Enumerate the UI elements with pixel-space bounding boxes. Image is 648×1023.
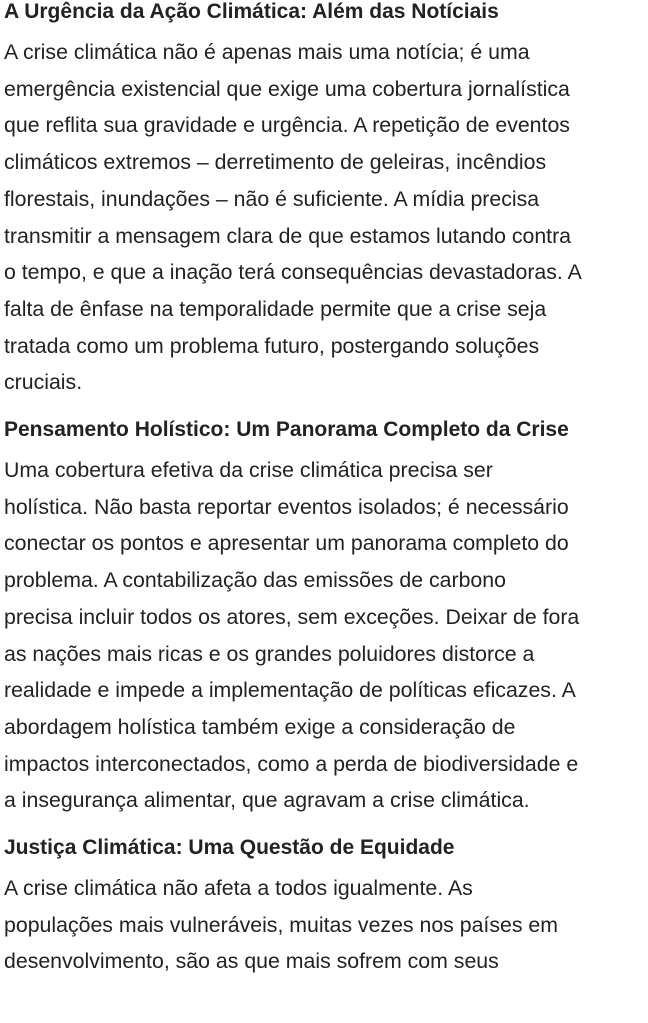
paragraph-line: abordagem holística também exige a consideração de [4, 714, 516, 739]
article-content [4, 0, 648, 980]
paragraph-line: cruciais. [4, 370, 83, 395]
paragraph-line: impactos interconectados, como a perda de biodiversidade e [4, 751, 579, 776]
paragraph-line: a insegurança alimentar, que agravam a crise climática. [4, 788, 530, 813]
paragraph-line: transmitir a mensagem clara de que estamos lutando contra [4, 223, 572, 248]
paragraph-line: tratada como um problema futuro, postergando soluções [4, 333, 540, 358]
paragraph-line: problema. A contabilização das emissões de carbono [4, 568, 506, 593]
section-heading: Pensamento Holístico: Um Panorama Completo da Crise [4, 418, 569, 442]
paragraph-line: populações mais vulneráveis, muitas vezes nos países em [4, 912, 558, 937]
section-heading: Justiça Climática: Uma Questão de Equidade [4, 836, 455, 860]
paragraph-line: florestais, inundações – não é suficiente. A mídia precisa [4, 186, 540, 211]
paragraph-line: desenvolvimento, são as que mais sofrem com seus [4, 949, 499, 974]
section-paragraph [4, 870, 648, 980]
paragraph-line: holística. Não basta reportar eventos isolados; é necessário [4, 494, 569, 519]
paragraph-line: falta de ênfase na temporalidade permite que a crise seja [4, 296, 547, 321]
paragraph-line: A crise climática não é apenas mais uma notícia; é uma [4, 40, 530, 64]
paragraph-line: conectar os pontos e apresentar um panorama completo do [4, 531, 569, 556]
paragraph-line: emergência existencial que exige uma cobertura jornalística [4, 76, 570, 101]
section-paragraph [4, 452, 648, 819]
paragraph-line: A crise climática não afeta a todos igualmente. As [4, 876, 473, 901]
paragraph-line: que reflita sua gravidade e urgência. A repetição de eventos [4, 113, 570, 138]
section-heading: A Urgência da Ação Climática: Além das Notíciais [4, 0, 499, 23]
paragraph-line: climáticos extremos – derretimento de geleiras, incêndios [4, 150, 547, 175]
paragraph-line: as nações mais ricas e os grandes poluidores distorce a [4, 641, 535, 666]
paragraph-line: Uma cobertura efetiva da crise climática precisa ser [4, 458, 493, 483]
paragraph-line: precisa incluir todos os atores, sem exceções. Deixar de fora [4, 604, 580, 629]
paragraph-line: realidade e impede a implementação de políticas eficazes. A [4, 678, 576, 703]
paragraph-line: o tempo, e que a inação terá consequências devastadoras. A [4, 260, 582, 285]
section-paragraph [4, 34, 648, 401]
